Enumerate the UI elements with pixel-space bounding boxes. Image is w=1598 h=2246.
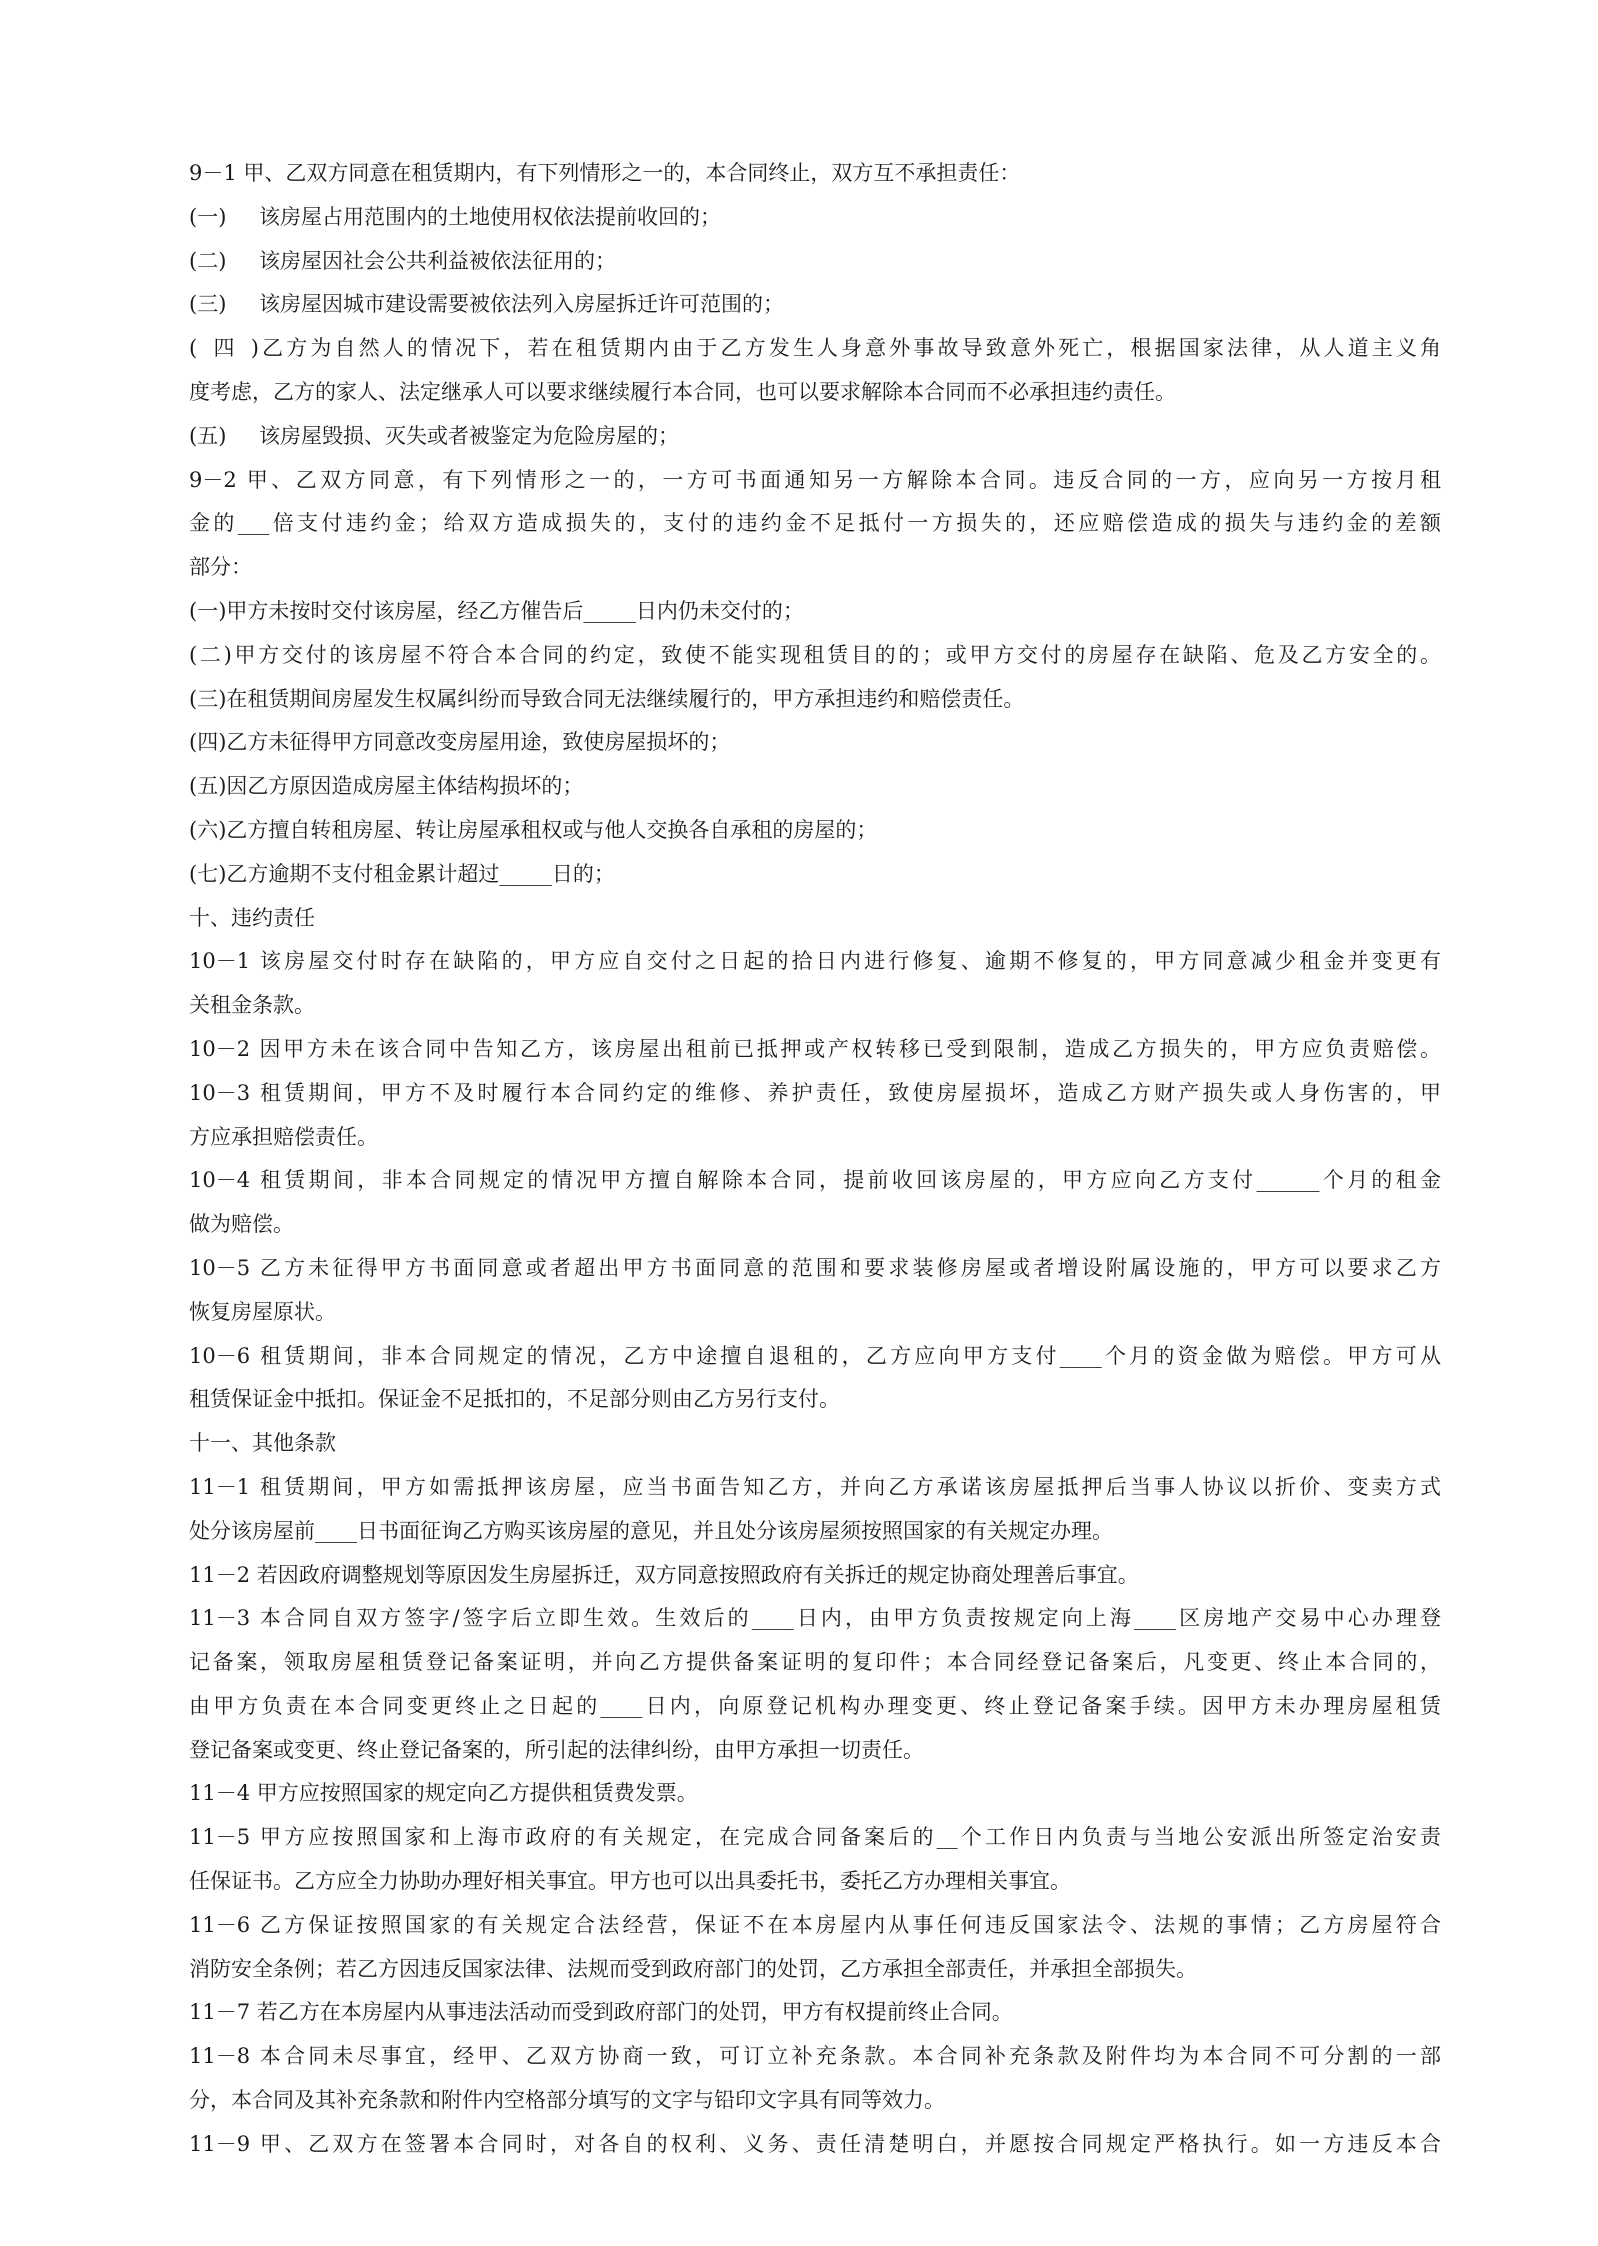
line-text: (三)在租赁期间房屋发生权属纠纷而导致合同无法继续履行的，甲方承担违约和赔偿责任。 (189, 686, 1025, 711)
text-line (189, 283, 1441, 327)
line-text: 方应承担赔偿责任。 (189, 1124, 378, 1149)
line-text: 10－5 乙方未征得甲方书面同意或者超出甲方书面同意的范围和要求装修房屋或者增设附属设施的，甲方可以要求乙方 (189, 1255, 1441, 1280)
line-text: 10－2 因甲方未在该合同中告知乙方，该房屋出租前已抵押或产权转移已受到限制，造成乙方损失的，甲方应负责赔偿。 (189, 1036, 1441, 1061)
text-line (189, 1948, 1441, 1992)
line-text: 登记备案或变更、终止登记备案的，所引起的法律纠纷，由甲方承担一切责任。 (189, 1737, 924, 1762)
line-text: 任保证书。乙方应全力协助办理好相关事宜。甲方也可以出具委托书，委托乙方办理相关事宜。 (189, 1869, 1071, 1894)
text-line (189, 415, 1441, 459)
text-line (189, 940, 1441, 984)
line-text: (五)因乙方原因造成房屋主体结构损坏的； (189, 774, 584, 799)
line-text: 10－1 该房屋交付时存在缺陷的，甲方应自交付之日起的拾日内进行修复、逾期不修复的，甲方同意减少租金并变更有 (189, 949, 1441, 974)
text-line (189, 984, 1441, 1028)
text-line (189, 327, 1441, 371)
text-line (189, 2035, 1441, 2079)
text-line (189, 678, 1441, 722)
text-line (189, 1247, 1441, 1291)
text-line (189, 590, 1441, 634)
text-line (189, 1378, 1441, 1422)
line-text: 11－8 本合同未尽事宜，经甲、乙双方协商一致，可订立补充条款。本合同补充条款及附件均为本合同不可分割的一部 (189, 2044, 1441, 2069)
text-line (189, 371, 1441, 415)
text-line (189, 152, 1441, 196)
text-line (189, 1466, 1441, 1510)
text-line (189, 853, 1441, 897)
text-line (189, 1028, 1441, 1072)
line-text: 关租金条款。 (189, 993, 315, 1018)
line-text: (七)乙方逾期不支付租金累计超过_____日的； (189, 861, 615, 886)
text-line (189, 809, 1441, 853)
text-line (189, 1641, 1441, 1685)
line-text: 部分： (189, 555, 252, 580)
line-text: 该房屋占用范围内的土地使用权依法提前收回的； (259, 204, 721, 229)
line-text: 处分该房屋前____日书面征询乙方购买该房屋的意见，并且处分该房屋须按照国家的有关规定办理。 (189, 1518, 1113, 1543)
text-line (189, 196, 1441, 240)
line-text: 9－1 甲、乙双方同意在租赁期内，有下列情形之一的，本合同终止，双方互不承担责任： (189, 161, 1021, 185)
line-text: 11－5 甲方应按照国家和上海市政府的有关规定，在完成合同备案后的__个工作日内负责与当地公安派出所签定治安责 (189, 1825, 1441, 1850)
line-text: 乙方为自然人的情况下，若在租赁期内由于乙方发生人身意外事故导致意外死亡，根据国家法律，从人道主义角 (259, 336, 1441, 361)
clause-label: (一) (189, 204, 227, 229)
text-line (189, 1554, 1441, 1598)
text-line (189, 240, 1441, 284)
text-line (189, 1991, 1441, 2035)
text-line (189, 1335, 1441, 1379)
line-text: 十、违约责任 (189, 905, 315, 930)
text-line (189, 2079, 1441, 2123)
text-line (189, 546, 1441, 590)
text-line (189, 634, 1441, 678)
line-text: 分，本合同及其补充条款和附件内空格部分填写的文字与铅印文字具有同等效力。 (189, 2088, 945, 2113)
line-text: 10－4 租赁期间，非本合同规定的情况甲方擅自解除本合同，提前收回该房屋的，甲方应向乙方支付______个月的租金 (189, 1168, 1441, 1193)
line-text: 消防安全条例；若乙方因违反国家法律、法规而受到政府部门的处罚，乙方承担全部责任，并承担全部损失。 (189, 1956, 1197, 1981)
text-line (189, 1116, 1441, 1160)
clause-label: (二) (189, 248, 227, 273)
line-text: (六)乙方擅自转租房屋、转让房屋承租权或与他人交换各自承租的房屋的； (189, 817, 878, 842)
line-text: 该房屋毁损、灭失或者被鉴定为危险房屋的； (259, 423, 679, 448)
text-line (189, 1597, 1441, 1641)
line-text: 11－2 若因政府调整规划等原因发生房屋拆迁，双方同意按照政府有关拆迁的规定协商处理善后事宜。 (189, 1562, 1139, 1587)
line-text: 该房屋因社会公共利益被依法征用的； (259, 248, 616, 273)
line-text: (四)乙方未征得甲方同意改变房屋用途，致使房屋损坏的； (189, 730, 731, 755)
text-line (189, 1203, 1441, 1247)
line-text: 恢复房屋原状。 (189, 1299, 336, 1324)
text-line (189, 1904, 1441, 1948)
text-line (189, 1729, 1441, 1773)
line-text: 金的___倍支付违约金；给双方造成损失的，支付的违约金不足抵付一方损失的，还应赔偿造成的损失与违约金的差额 (189, 511, 1441, 536)
line-text: 做为赔偿。 (189, 1212, 294, 1237)
line-text: 9－2 甲、乙双方同意，有下列情形之一的，一方可书面通知另一方解除本合同。违反合同的一方，应向另一方按月租 (189, 467, 1441, 492)
text-line (189, 502, 1441, 546)
text-line (189, 459, 1441, 503)
line-text: 11－9 甲、乙双方在签署本合同时，对各自的权利、义务、责任清楚明白，并愿按合同规定严格执行。如一方违反本合 (189, 2131, 1441, 2156)
text-line (189, 897, 1441, 941)
text-line (189, 1772, 1441, 1816)
text-line (189, 1685, 1441, 1729)
text-line (189, 1422, 1441, 1466)
text-line (189, 1510, 1441, 1554)
text-line (189, 765, 1441, 809)
contract-page (189, 152, 1441, 2167)
line-text: 租赁保证金中抵扣。保证金不足抵扣的，不足部分则由乙方另行支付。 (189, 1387, 840, 1412)
text-line (189, 1816, 1441, 1860)
text-line (189, 721, 1441, 765)
clause-label: (四) (189, 336, 259, 361)
line-text: 记备案，领取房屋租赁登记备案证明，并向乙方提供备案证明的复印件；本合同经登记备案后，凡变更、终止本合同的， (189, 1650, 1441, 1675)
line-text: 11－3 本合同自双方签字/签字后立即生效。生效后的____日内，由甲方负责按规定向上海____区房地产交易中心办理登 (189, 1606, 1441, 1631)
line-text: 该房屋因城市建设需要被依法列入房屋拆迁许可范围的； (259, 292, 784, 317)
text-line (189, 1860, 1441, 1904)
line-text: 由甲方负责在本合同变更终止之日起的____日内，向原登记机构办理变更、终止登记备案手续。因甲方未办理房屋租赁 (189, 1693, 1441, 1718)
clause-label: (五) (189, 423, 227, 448)
line-text: 11－6 乙方保证按照国家的有关规定合法经营，保证不在本房屋内从事任何违反国家法令、法规的事情；乙方房屋符合 (189, 1912, 1441, 1937)
line-text: 十一、其他条款 (189, 1431, 336, 1456)
clause-label: (三) (189, 292, 227, 317)
line-text: 11－4 甲方应按照国家的规定向乙方提供租赁费发票。 (189, 1781, 698, 1806)
line-text: 10－6 租赁期间，非本合同规定的情况，乙方中途擅自退租的，乙方应向甲方支付____个月的资金做为赔偿。甲方可从 (189, 1343, 1441, 1368)
line-text: 11－7 若乙方在本房屋内从事违法活动而受到政府部门的处罚，甲方有权提前终止合同。 (189, 2000, 1013, 2025)
line-text: (一)甲方未按时交付该房屋，经乙方催告后_____日内仍未交付的； (189, 598, 804, 623)
line-text: 度考虑，乙方的家人、法定继承人可以要求继续履行本合同，也可以要求解除本合同而不必承担违约责任。 (189, 379, 1176, 404)
text-line (189, 1159, 1441, 1203)
text-line (189, 1291, 1441, 1335)
line-text: 10－3 租赁期间，甲方不及时履行本合同约定的维修、养护责任，致使房屋损坏，造成乙方财产损失或人身伤害的，甲 (189, 1080, 1441, 1105)
text-line (189, 1072, 1441, 1116)
line-text: (二)甲方交付的该房屋不符合本合同的约定，致使不能实现租赁目的的；或甲方交付的房屋存在缺陷、危及乙方安全的。 (189, 642, 1441, 667)
text-line (189, 2123, 1441, 2167)
line-text: 11－1 租赁期间，甲方如需抵押该房屋，应当书面告知乙方，并向乙方承诺该房屋抵押后当事人协议以折价、变卖方式 (189, 1474, 1441, 1499)
